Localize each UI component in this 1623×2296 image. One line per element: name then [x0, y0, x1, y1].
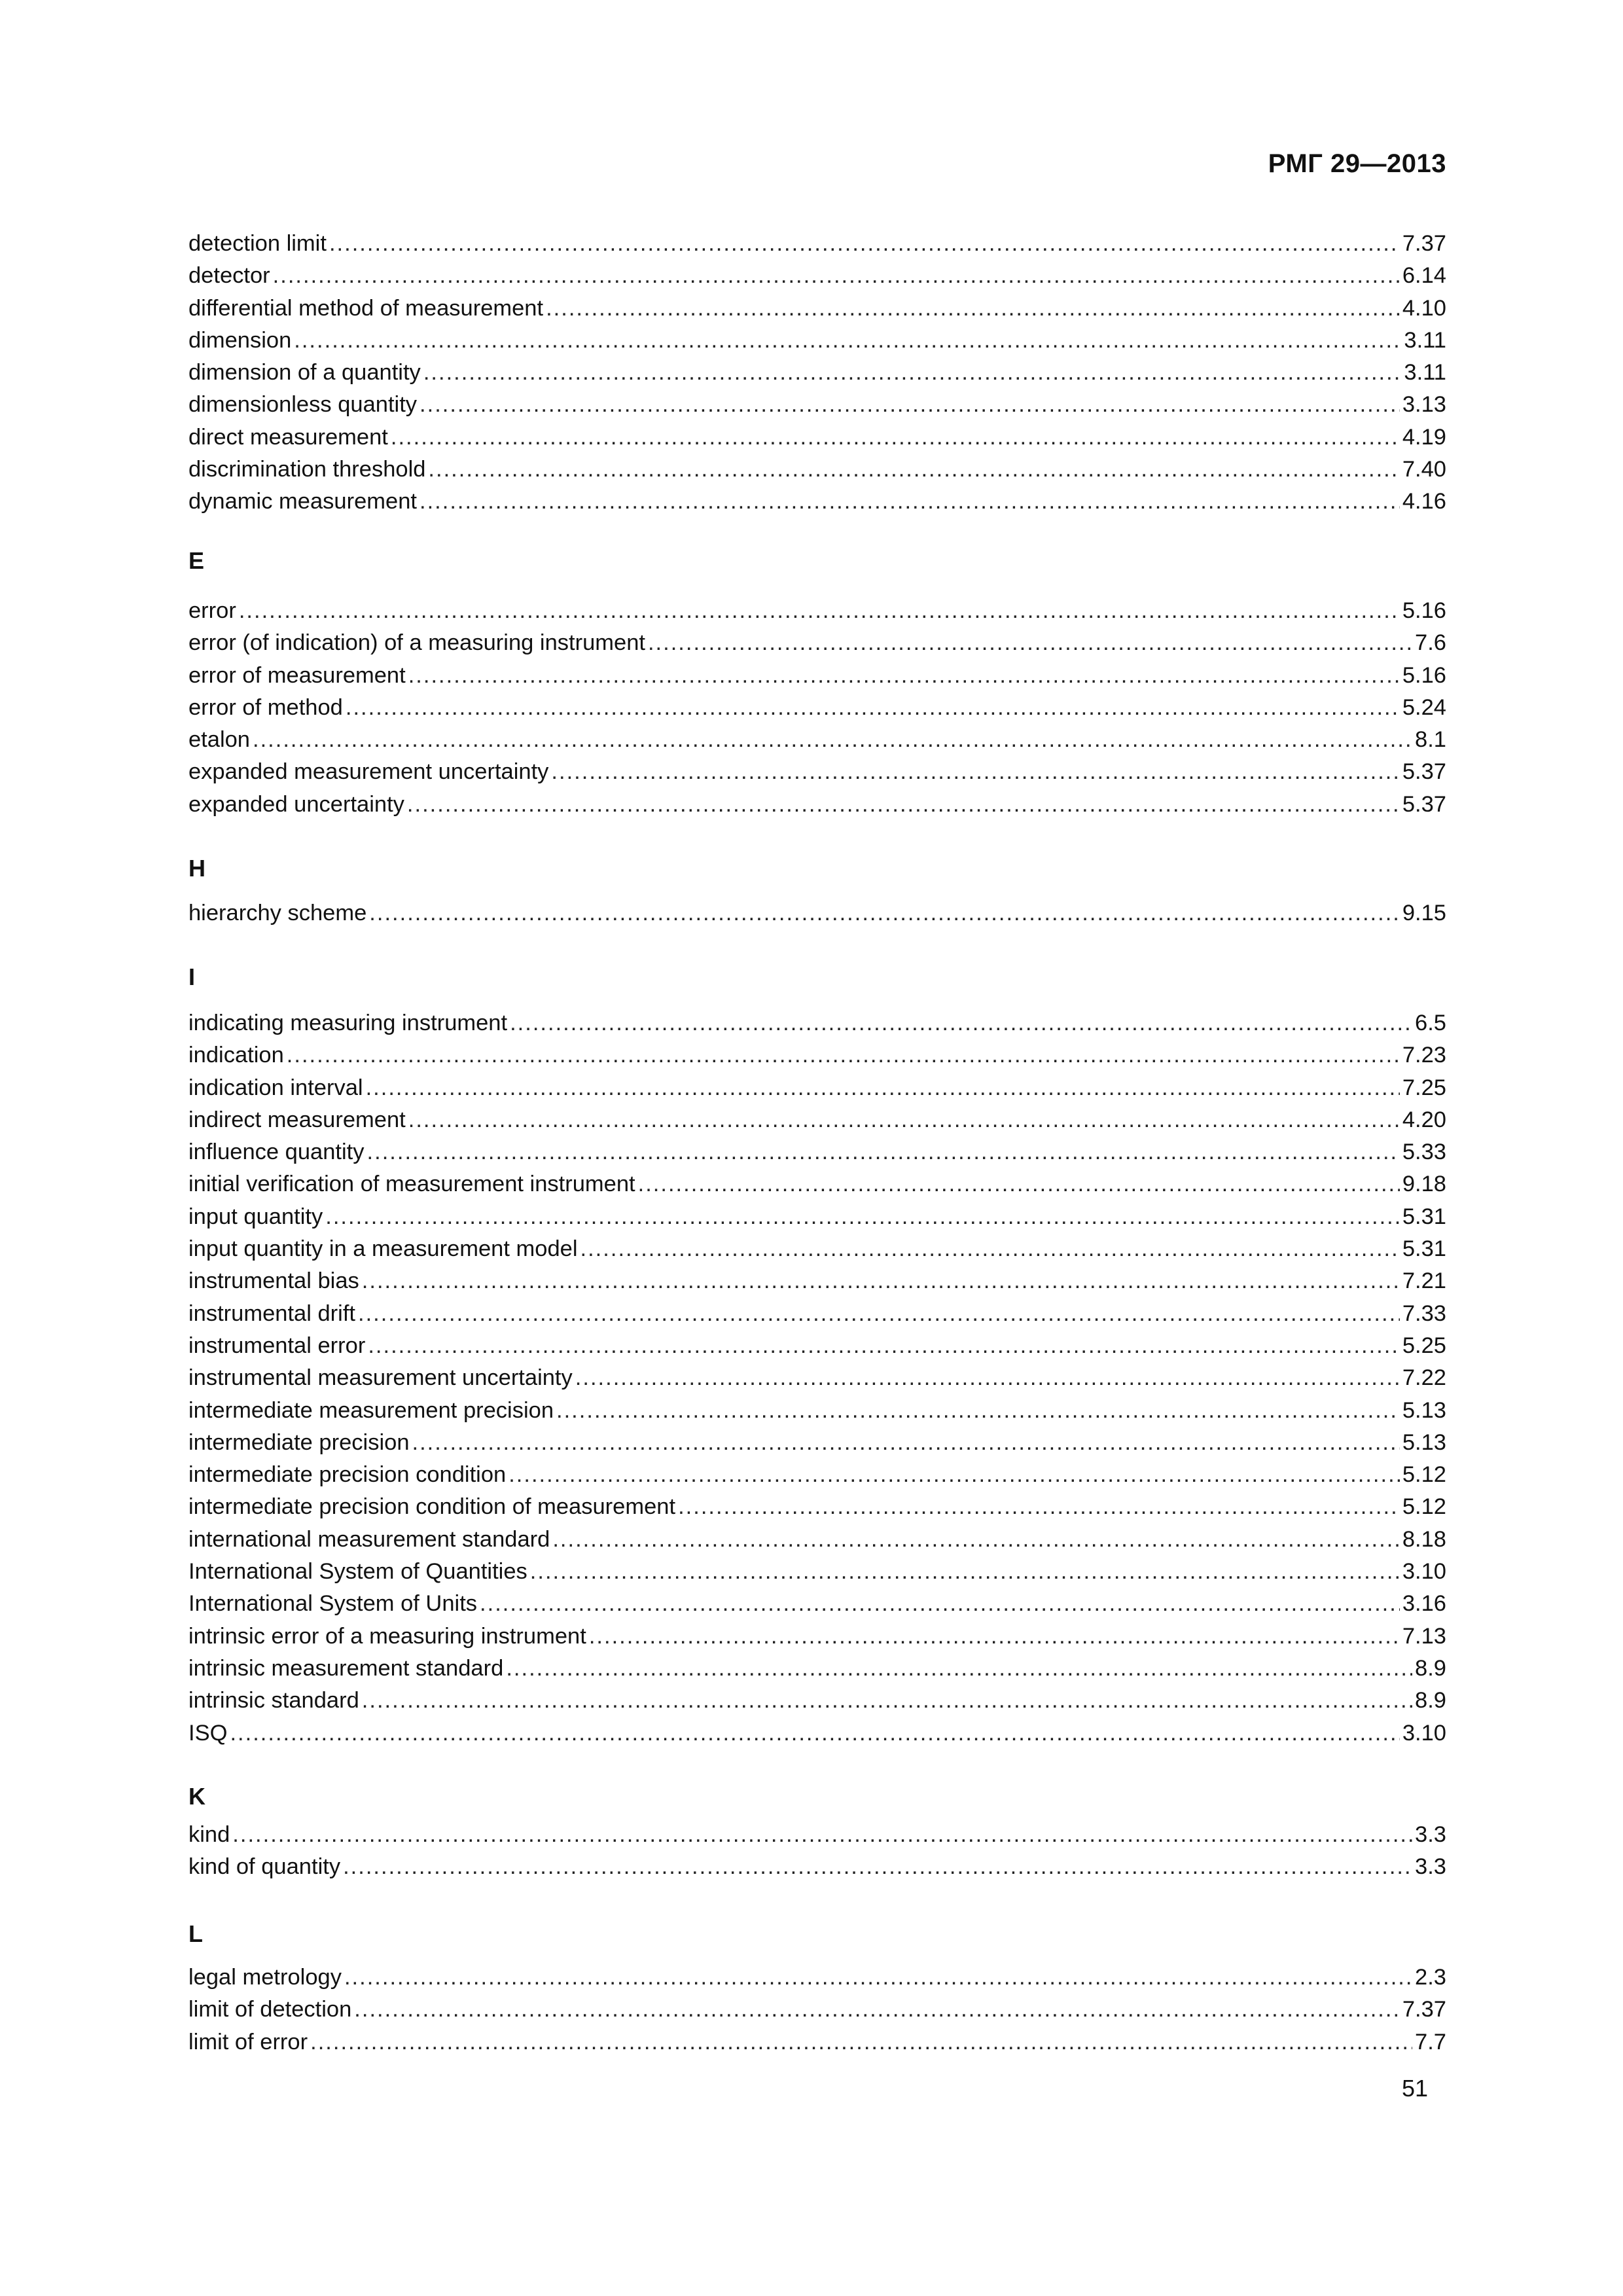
index-reference: 5.12	[1402, 1494, 1446, 1520]
index-term: dimension	[188, 327, 292, 353]
index-entry	[188, 1007, 1446, 1039]
index-term: intermediate precision	[188, 1429, 410, 1455]
index-reference: 9.18	[1402, 1172, 1446, 1197]
dot-leader	[287, 1039, 1400, 1071]
index-entry	[188, 789, 1446, 821]
index-entry	[188, 293, 1446, 325]
alphabetical-index	[188, 228, 1446, 518]
index-entry	[188, 1395, 1446, 1427]
index-entry	[188, 1491, 1446, 1523]
dot-leader	[551, 756, 1399, 788]
index-continued-block	[188, 228, 1446, 518]
index-term: influence quantity	[188, 1139, 365, 1165]
document-code: РМГ 29—2013	[1268, 149, 1446, 178]
index-reference: 5.31	[1402, 1204, 1446, 1229]
index-reference: 4.19	[1402, 424, 1446, 450]
index-term: intrinsic error of a measuring instrument	[188, 1623, 586, 1649]
dot-leader	[546, 293, 1400, 325]
index-entry-list	[188, 1962, 1446, 2058]
index-term: International System of Units	[188, 1591, 478, 1617]
index-term: International System of Quantities	[188, 1559, 527, 1585]
dot-leader	[589, 1621, 1400, 1653]
index-term: differential method of measurement	[188, 295, 544, 321]
index-entry	[188, 454, 1446, 486]
index-term: indication	[188, 1043, 284, 1068]
index-letter-heading: I	[188, 963, 196, 990]
index-reference: 3.16	[1402, 1591, 1446, 1617]
index-term: error of measurement	[188, 662, 406, 688]
index-reference: 7.40	[1402, 457, 1446, 482]
index-reference: 7.25	[1402, 1075, 1446, 1100]
index-reference: 8.18	[1402, 1526, 1446, 1552]
index-reference: 7.37	[1402, 1997, 1446, 2022]
index-reference: 5.13	[1402, 1397, 1446, 1423]
index-reference: 3.10	[1402, 1720, 1446, 1746]
index-term: expanded uncertainty	[188, 791, 404, 817]
index-reference: 3.11	[1404, 327, 1446, 353]
index-section-e	[188, 545, 1446, 821]
index-reference: 7.23	[1402, 1043, 1446, 1068]
index-term: intermediate measurement precision	[188, 1397, 554, 1423]
dot-leader	[366, 1072, 1400, 1104]
dot-leader	[343, 1851, 1412, 1883]
dot-leader	[367, 1136, 1400, 1168]
index-term: intrinsic standard	[188, 1688, 359, 1713]
index-letter-heading: L	[188, 1920, 203, 1947]
index-term: error	[188, 598, 236, 623]
index-reference: 5.37	[1402, 791, 1446, 817]
index-reference: 8.1	[1415, 727, 1446, 753]
index-term: dimension of a quantity	[188, 360, 421, 386]
index-entry	[188, 1459, 1446, 1491]
index-term: international measurement standard	[188, 1526, 550, 1552]
dot-leader	[346, 692, 1400, 724]
index-reference: 5.24	[1402, 694, 1446, 720]
index-entry	[188, 756, 1446, 788]
index-reference: 4.10	[1402, 295, 1446, 321]
index-term: detection limit	[188, 231, 327, 256]
dot-leader	[232, 1819, 1412, 1851]
index-term: kind	[188, 1822, 230, 1847]
dot-leader	[480, 1588, 1400, 1620]
dot-leader	[419, 486, 1400, 518]
index-entry	[188, 1330, 1446, 1362]
index-letter-heading: E	[188, 547, 205, 574]
dot-leader	[273, 260, 1400, 292]
index-entry	[188, 660, 1446, 692]
dot-leader	[310, 2026, 1412, 2058]
index-term: intrinsic measurement standard	[188, 1655, 504, 1681]
index-entry	[188, 389, 1446, 421]
index-reference: 6.14	[1402, 263, 1446, 289]
index-term: detector	[188, 263, 270, 289]
index-term: instrumental drift	[188, 1300, 356, 1326]
index-reference: 4.16	[1402, 489, 1446, 514]
index-term: kind of quantity	[188, 1854, 341, 1880]
page-number: 51	[1401, 2075, 1428, 2102]
dot-leader	[506, 1653, 1412, 1685]
index-reference: 7.6	[1415, 630, 1446, 656]
index-reference: 3.3	[1415, 1854, 1446, 1880]
index-term: error (of indication) of a measuring instrument	[188, 630, 645, 656]
index-reference: 3.13	[1402, 392, 1446, 418]
dot-leader	[294, 325, 1401, 357]
index-entry	[188, 2026, 1446, 2058]
index-section-h	[188, 852, 1446, 929]
index-entry	[188, 1556, 1446, 1588]
index-entry	[188, 1265, 1446, 1297]
index-entry	[188, 1717, 1446, 1749]
dot-leader	[408, 1104, 1400, 1136]
index-entry	[188, 1653, 1446, 1685]
index-entry	[188, 1201, 1446, 1233]
dot-leader	[358, 1298, 1400, 1330]
index-reference: 8.9	[1415, 1655, 1446, 1681]
dot-leader	[344, 1962, 1412, 1994]
index-term: indication interval	[188, 1075, 363, 1100]
dot-leader	[530, 1556, 1400, 1588]
dot-leader	[412, 1427, 1400, 1459]
index-reference: 5.16	[1402, 662, 1446, 688]
index-reference: 7.21	[1402, 1268, 1446, 1294]
index-entry	[188, 1104, 1446, 1136]
index-term: initial verification of measurement instrument	[188, 1172, 635, 1197]
dot-leader	[407, 789, 1400, 821]
index-entry	[188, 1819, 1446, 1851]
index-term: ISQ	[188, 1720, 228, 1746]
index-reference: 5.33	[1402, 1139, 1446, 1165]
dot-leader	[368, 1330, 1400, 1362]
index-term: instrumental measurement uncertainty	[188, 1365, 573, 1391]
dot-leader	[329, 228, 1400, 260]
dot-leader	[508, 1459, 1400, 1491]
index-entry-list	[188, 897, 1446, 929]
index-reference: 5.16	[1402, 598, 1446, 623]
dot-leader	[408, 660, 1400, 692]
dot-leader	[575, 1362, 1400, 1394]
dot-leader	[510, 1007, 1412, 1039]
dot-leader	[423, 357, 1402, 389]
index-reference: 7.33	[1402, 1300, 1446, 1326]
dot-leader	[230, 1717, 1399, 1749]
index-entry	[188, 422, 1446, 454]
dot-leader	[678, 1491, 1400, 1523]
index-section-l	[188, 1918, 1446, 2058]
index-term: direct measurement	[188, 424, 388, 450]
dot-leader	[253, 724, 1412, 756]
index-entry	[188, 1362, 1446, 1394]
index-reference: 9.15	[1402, 901, 1446, 925]
index-entry	[188, 1168, 1446, 1200]
index-entry	[188, 1233, 1446, 1265]
index-entry	[188, 260, 1446, 292]
index-entry	[188, 724, 1446, 756]
index-entry	[188, 595, 1446, 627]
index-term: instrumental error	[188, 1333, 366, 1358]
index-term: limit of detection	[188, 1997, 352, 2022]
dot-leader	[638, 1168, 1400, 1200]
dot-leader	[648, 627, 1412, 659]
index-term: error of method	[188, 694, 343, 720]
index-entry	[188, 897, 1446, 929]
dot-leader	[362, 1265, 1400, 1297]
index-entry	[188, 1136, 1446, 1168]
index-reference: 7.37	[1402, 231, 1446, 256]
index-reference: 5.12	[1402, 1462, 1446, 1488]
index-term: input quantity	[188, 1204, 323, 1229]
index-entry	[188, 1621, 1446, 1653]
dot-leader	[239, 595, 1400, 627]
index-term: indicating measuring instrument	[188, 1011, 508, 1035]
index-reference: 8.9	[1415, 1688, 1446, 1713]
index-term: dimensionless quantity	[188, 392, 418, 418]
dot-leader	[556, 1395, 1400, 1427]
index-reference: 4.20	[1402, 1107, 1446, 1132]
index-letter-heading: K	[188, 1783, 205, 1810]
dot-leader	[428, 454, 1399, 486]
index-term: legal metrology	[188, 1965, 342, 1990]
index-entry	[188, 1039, 1446, 1071]
index-entry-list	[188, 1819, 1446, 1884]
index-term: hierarchy scheme	[188, 901, 367, 925]
index-reference: 3.10	[1402, 1559, 1446, 1585]
dot-leader	[354, 1994, 1400, 2026]
index-entry	[188, 1298, 1446, 1330]
index-entry	[188, 1588, 1446, 1620]
index-letter-heading: H	[188, 855, 205, 882]
index-term: limit of error	[188, 2029, 308, 2054]
index-reference: 2.3	[1415, 1965, 1446, 1990]
index-term: etalon	[188, 727, 250, 753]
index-term: indirect measurement	[188, 1107, 406, 1132]
index-entry	[188, 228, 1446, 260]
index-reference: 5.25	[1402, 1333, 1446, 1358]
index-reference: 5.37	[1402, 759, 1446, 785]
dot-leader	[419, 389, 1400, 421]
index-reference: 7.22	[1402, 1365, 1446, 1391]
index-term: instrumental bias	[188, 1268, 359, 1294]
index-entry	[188, 1685, 1446, 1717]
index-reference: 3.3	[1415, 1822, 1446, 1847]
dot-leader	[325, 1201, 1400, 1233]
dot-leader	[369, 897, 1400, 929]
index-reference: 3.11	[1404, 360, 1446, 386]
index-entry	[188, 1851, 1446, 1883]
dot-leader	[362, 1685, 1412, 1717]
index-entry	[188, 1427, 1446, 1459]
index-entry	[188, 692, 1446, 724]
index-entry	[188, 357, 1446, 389]
index-reference: 5.31	[1402, 1236, 1446, 1262]
index-section-k	[188, 1780, 1446, 1884]
index-entry-list	[188, 1007, 1446, 1749]
index-term: expanded measurement uncertainty	[188, 759, 549, 785]
index-reference: 7.7	[1415, 2029, 1446, 2054]
index-entry	[188, 325, 1446, 357]
index-reference: 6.5	[1415, 1011, 1446, 1035]
index-entry	[188, 1994, 1446, 2026]
dot-leader	[391, 422, 1400, 454]
index-entry	[188, 1072, 1446, 1104]
index-entry	[188, 1962, 1446, 1994]
index-reference: 7.13	[1402, 1623, 1446, 1649]
index-term: intermediate precision condition of measurement	[188, 1494, 676, 1520]
index-entry	[188, 1524, 1446, 1556]
index-reference: 5.13	[1402, 1429, 1446, 1455]
index-entry-list	[188, 595, 1446, 821]
dot-leader	[580, 1233, 1400, 1265]
dot-leader	[552, 1524, 1400, 1556]
index-term: dynamic measurement	[188, 489, 417, 514]
index-term: intermediate precision condition	[188, 1462, 507, 1488]
index-entry	[188, 486, 1446, 518]
index-entry	[188, 627, 1446, 659]
index-section-i	[188, 961, 1446, 1749]
index-term: input quantity in a measurement model	[188, 1236, 578, 1262]
index-term: discrimination threshold	[188, 457, 426, 482]
